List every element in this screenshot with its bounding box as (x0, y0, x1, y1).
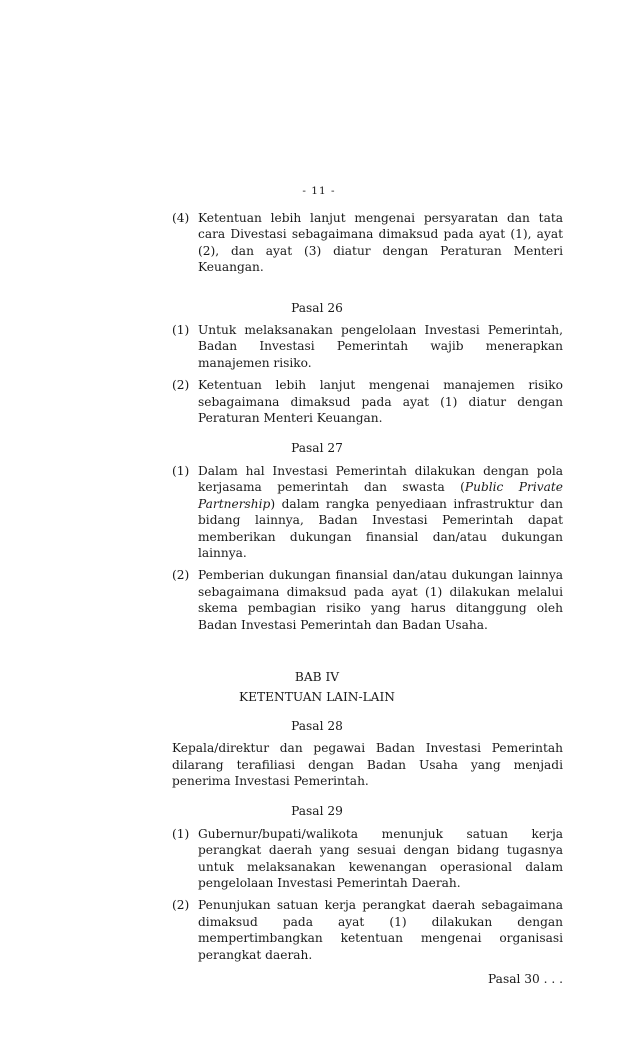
item-text-pre: Dalam hal Investasi Pemerintah dilakukan dengan pola kerjasama pemerintah dan swasta ( (198, 463, 563, 495)
item-number: (1) (172, 826, 190, 841)
item-number: (2) (172, 898, 190, 913)
item-number: (1) (172, 463, 190, 478)
list-item (172, 377, 563, 426)
item-text: Penunjukan satuan kerja perangkat daerah sebagaimana dimaksud pada ayat (1) dilakukan dengan mempertimbangkan ketentuan mengenai organisasi perangkat daerah. (198, 898, 563, 962)
item-text: Gubernur/bupati/walikota menunjuk satuan kerja perangkat daerah yang sesuai dengan bidang tugasnya untuk melaksanakan kewenangan operasional dalam pengelolaan Investasi Pemerintah Daerah. (198, 826, 563, 890)
item-text-post: ) dalam rangka penyediaan infrastruktur dan bidang lainnya, Badan Investasi Pemerintah dapat memberikan dukungan finansial dan/atau dukungan lainnya. (198, 496, 563, 560)
bab-label: BAB IV (294, 669, 340, 684)
item-text (198, 463, 563, 561)
list-item (172, 210, 563, 276)
item-text-italic: Public Private Partnership (198, 480, 563, 511)
next-page-reference: Pasal 30 . . . (488, 972, 563, 987)
pasal-28-title: Pasal 28 (291, 718, 343, 733)
item-number: (2) (172, 378, 190, 393)
item-text: Untuk melaksanakan pengelolaan Investasi Pemerintah, Badan Investasi Pemerintah wajib menerapkan manajemen risiko. (198, 323, 563, 370)
list-item (172, 463, 563, 561)
item-text: Pemberian dukungan finansial dan/atau dukungan lainnya sebagaimana dimaksud pada ayat (1) dilakukan melalui skema pembagian risiko yang harus ditanggung oleh Badan Investasi Pemerintah dan Badan Usaha. (198, 568, 563, 632)
page-number: - 11 - (302, 185, 336, 197)
item-text: Ketentuan lebih lanjut mengenai manajemen risiko sebagaimana dimaksud pada ayat (1) diatur dengan Peraturan Menteri Keuangan. (198, 378, 563, 426)
item-number: (4) (172, 211, 190, 225)
list-item (172, 826, 563, 892)
list-item (172, 322, 563, 371)
list-item (172, 897, 563, 963)
bab-title: KETENTUAN LAIN-LAIN (239, 690, 395, 705)
list-item (172, 567, 563, 633)
item-text: Ketentuan lebih lanjut mengenai persyaratan dan tata cara Divestasi sebagaimana dimaksud pada ayat (1), ayat (2), dan ayat (3) diatur dengan Peraturan Menteri Keuangan. (198, 211, 563, 275)
paragraph: Kepala/direktur dan pegawai Badan Investasi Pemerintah dilarang terafiliasi dengan Badan Usaha yang menjadi penerima Investasi Pemerintah. (172, 741, 563, 788)
pasal-26-title: Pasal 26 (291, 300, 343, 315)
pasal-29-title: Pasal 29 (291, 804, 343, 819)
item-number: (1) (172, 323, 190, 338)
page-content (172, 210, 563, 987)
item-number: (2) (172, 568, 190, 583)
pasal-27-title: Pasal 27 (291, 441, 343, 456)
